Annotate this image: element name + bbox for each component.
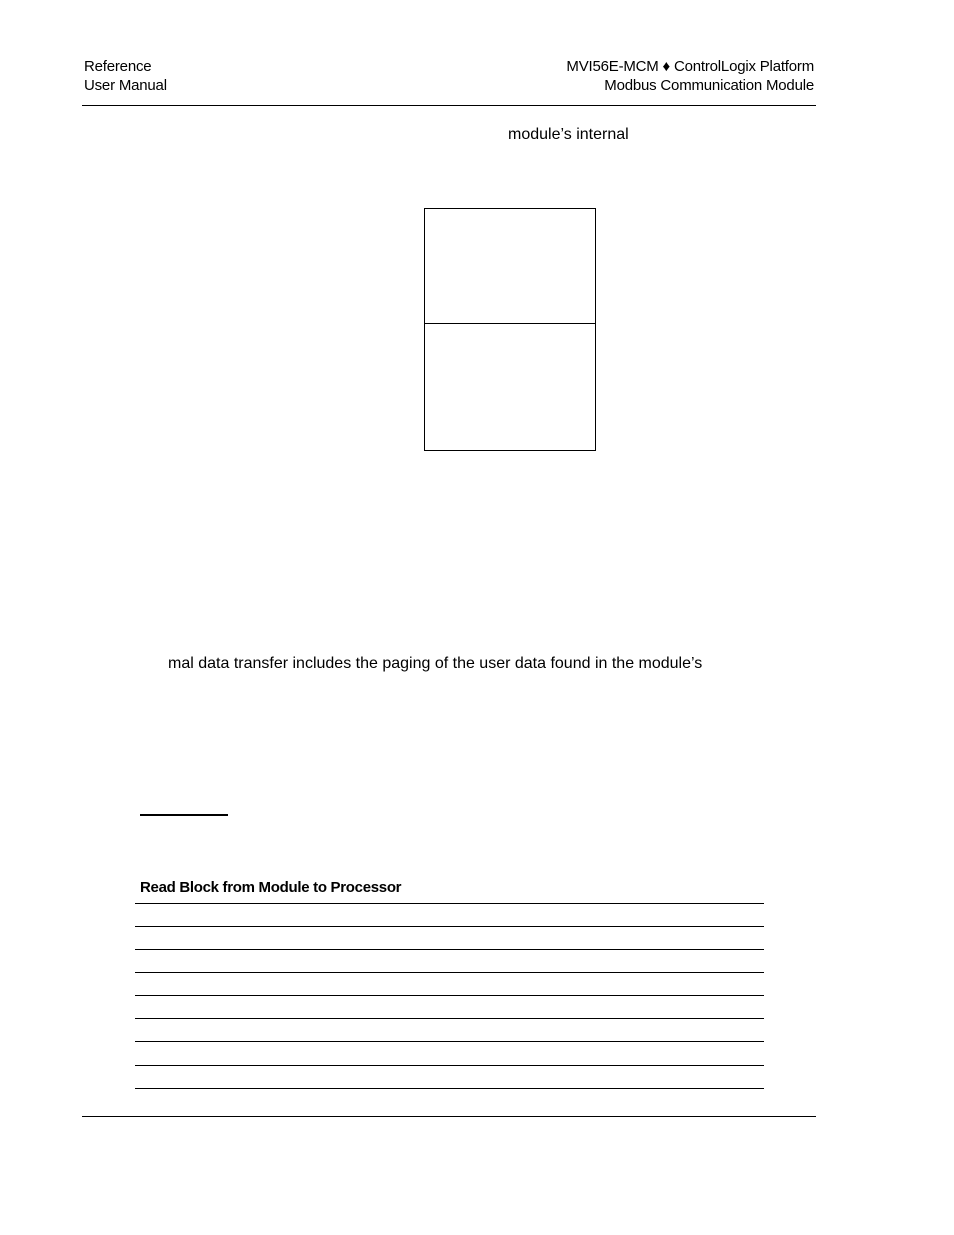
- section-underline: [140, 814, 228, 816]
- table-rule: [135, 1088, 764, 1089]
- header-section-label: Reference: [84, 58, 152, 75]
- table-rule: [135, 995, 764, 996]
- diagram-box-upper: [424, 208, 596, 325]
- table-title: Read Block from Module to Processor: [140, 879, 402, 896]
- header-manual-label: User Manual: [84, 77, 167, 94]
- table-rule: [135, 972, 764, 973]
- table-rule: [135, 926, 764, 927]
- diagram-box-lower: [424, 323, 596, 451]
- table-rule: [135, 1041, 764, 1042]
- table-rule: [135, 903, 764, 904]
- header-product-subtitle: Modbus Communication Module: [604, 77, 814, 94]
- header-rule: [82, 105, 816, 106]
- body-fragment-middle: mal data transfer includes the paging of the user data found in the module’s: [168, 655, 703, 672]
- header-right: [566, 57, 814, 95]
- table-rule: [135, 1018, 764, 1019]
- header-left: [84, 57, 167, 95]
- table-rule: [135, 949, 764, 950]
- header-product-title: MVI56E-MCM ♦ ControlLogix Platform: [566, 58, 814, 75]
- body-fragment-top: module’s internal: [508, 126, 629, 143]
- footer-rule: [82, 1116, 816, 1117]
- table-rule: [135, 1065, 764, 1066]
